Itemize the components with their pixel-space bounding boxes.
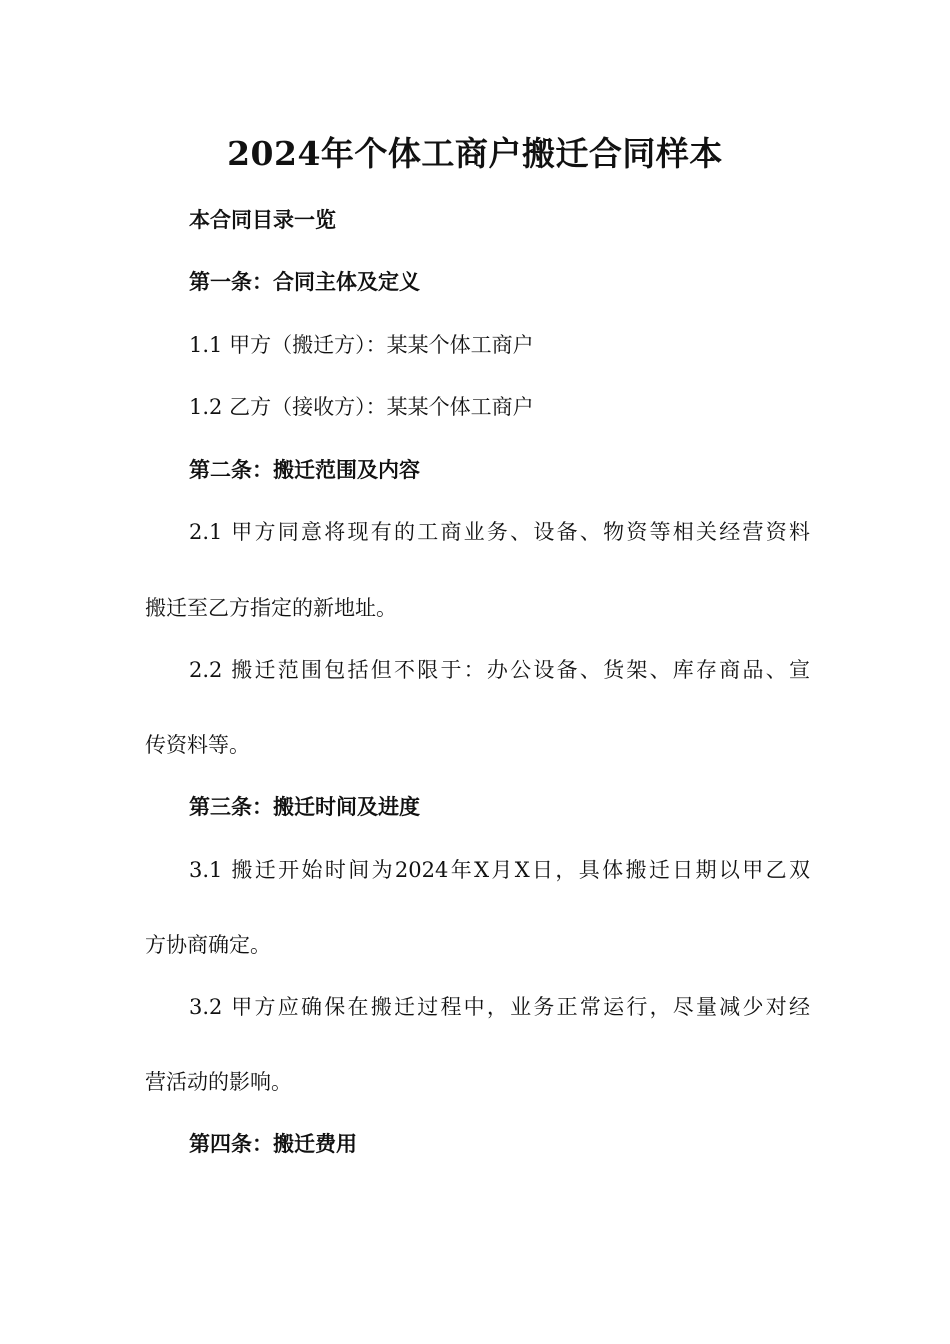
article2-item2-line1: 2.2 搬迁范围包括但不限于：办公设备、货架、库存商品、宣 xyxy=(189,658,810,682)
article3-item1-line2: 方协商确定。 xyxy=(145,933,271,957)
article1-item2: 1.2 乙方（接收方）：某某个体工商户 xyxy=(189,395,534,419)
article1-item1: 1.1 甲方（搬迁方）：某某个体工商户 xyxy=(189,333,534,357)
article3-heading: 第三条：搬迁时间及进度 xyxy=(189,794,420,819)
article2-item1-line1: 2.1 甲方同意将现有的工商业务、设备、物资等相关经营资料 xyxy=(189,520,810,544)
article2-item2-line2: 传资料等。 xyxy=(145,733,250,757)
article2-item1-line2: 搬迁至乙方指定的新地址。 xyxy=(145,596,397,620)
article2-heading: 第二条：搬迁范围及内容 xyxy=(189,457,420,482)
article3-item2-line2: 营活动的影响。 xyxy=(145,1070,292,1094)
article1-heading: 第一条：合同主体及定义 xyxy=(189,269,420,294)
document-title: 2024年个体工商户搬迁合同样本 xyxy=(227,134,723,173)
article3-item2-line1: 3.2 甲方应确保在搬迁过程中，业务正常运行，尽量减少对经 xyxy=(189,995,810,1019)
toc-heading: 本合同目录一览 xyxy=(189,207,336,232)
article4-heading: 第四条：搬迁费用 xyxy=(189,1131,357,1156)
article3-item1-line1: 3.1 搬迁开始时间为2024年X月X日，具体搬迁日期以甲乙双 xyxy=(189,858,810,882)
